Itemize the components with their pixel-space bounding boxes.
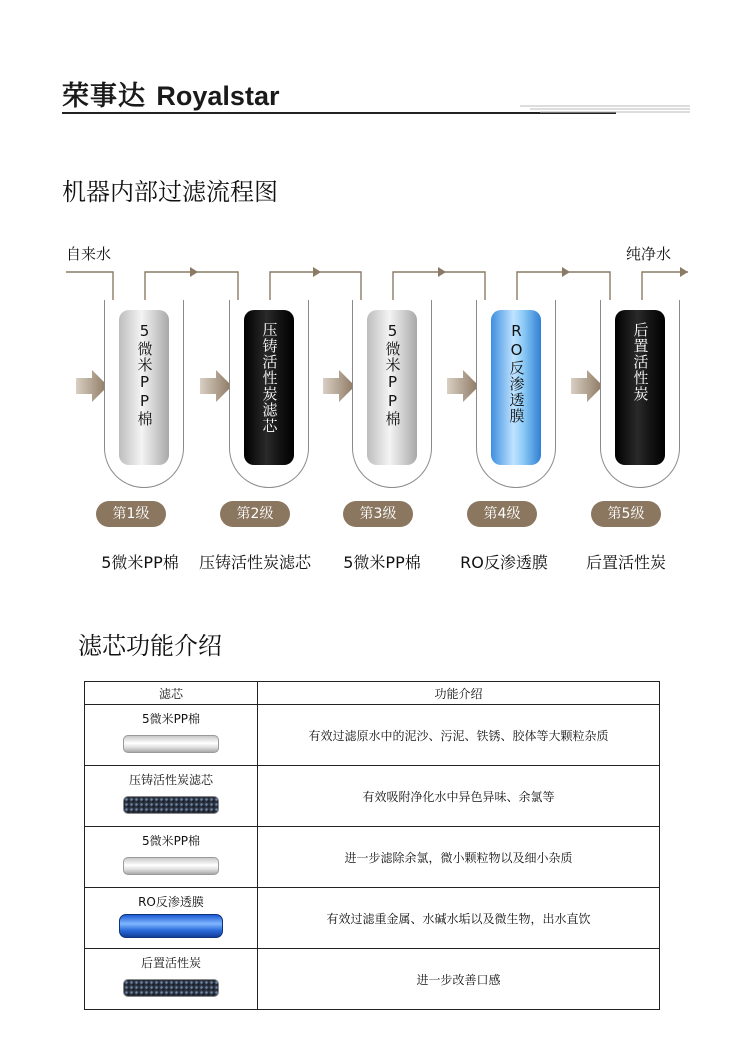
- carbon-filter-thumbnail: [123, 979, 219, 997]
- inflow-arrow: [571, 370, 603, 402]
- pp-cotton-thumbnail: [123, 735, 219, 753]
- filter-name: 5微米PP棉: [141, 712, 201, 726]
- stage-1-badge: 第1级: [96, 501, 166, 527]
- filter-function: 有效过滤重金属、水碱水垢以及微生物，出水直饮: [258, 888, 660, 949]
- stage-5-cartridge: [600, 300, 680, 488]
- stage-2-badge: 第2级: [220, 501, 290, 527]
- inflow-arrow: [447, 370, 479, 402]
- pp-cotton-thumbnail: [123, 857, 219, 875]
- filter-function: 进一步滤除余氯，微小颗粒物以及细小杂质: [258, 827, 660, 888]
- filter-function: 有效过滤原水中的泥沙、污泥、铁锈、胶体等大颗粒杂质: [258, 705, 660, 766]
- filter-name: 后置活性炭: [140, 956, 201, 970]
- flow-title: 机器内部过滤流程图: [62, 178, 278, 206]
- filter-function: 进一步改善口感: [258, 949, 660, 1010]
- stage-4-cartridge: [476, 300, 556, 488]
- column-header-filter: 滤芯: [85, 682, 258, 705]
- stage-1-name: 5微米PP棉: [101, 553, 179, 572]
- stage-2-cartridge: [229, 300, 309, 488]
- input-label: 自来水: [66, 245, 112, 263]
- stage-4-badge: 第4级: [467, 501, 537, 527]
- brand-name-en: Royalstar: [156, 81, 280, 111]
- filter-function-table: [84, 681, 660, 1010]
- ro-membrane-thumbnail: [119, 914, 223, 938]
- stage-5-badge: 第5级: [591, 501, 661, 527]
- stage-1-cartridge: [104, 300, 184, 488]
- table-row: [85, 827, 660, 888]
- stage-3-core: 5微米PP棉: [367, 310, 417, 465]
- stage-4-name: RO反渗透膜: [460, 553, 548, 572]
- table-row: [85, 705, 660, 766]
- stage-3-name: 5微米PP棉: [343, 553, 421, 572]
- filter-name: 压铸活性炭滤芯: [128, 773, 213, 787]
- filter-name: RO反渗透膜: [138, 895, 204, 909]
- carbon-filter-thumbnail: [123, 796, 219, 814]
- table-header-row: [85, 682, 660, 705]
- stage-3-badge: 第3级: [343, 501, 413, 527]
- output-label: 纯净水: [626, 245, 672, 263]
- stage-1-core: 5微米PP棉: [119, 310, 169, 465]
- inflow-arrow: [323, 370, 355, 402]
- table-row: [85, 766, 660, 827]
- stage-4-core: RO反渗透膜: [491, 310, 541, 465]
- brand-name-cn: 荣事达: [62, 81, 146, 112]
- functions-title: 滤芯功能介绍: [78, 632, 222, 660]
- stage-2-name: 压铸活性炭滤芯: [198, 553, 311, 572]
- stage-2-core: 压铸活性炭滤芯: [244, 310, 294, 465]
- table-row: [85, 888, 660, 949]
- stage-3-cartridge: [352, 300, 432, 488]
- column-header-function: 功能介绍: [258, 682, 660, 705]
- inflow-arrow: [200, 370, 232, 402]
- stage-5-name: 后置活性炭: [585, 553, 666, 572]
- filter-function: 有效吸附净化水中异色异味、余氯等: [258, 766, 660, 827]
- stage-5-core: 后置活性炭: [615, 310, 665, 465]
- filter-name: 5微米PP棉: [141, 834, 201, 848]
- table-row: [85, 949, 660, 1010]
